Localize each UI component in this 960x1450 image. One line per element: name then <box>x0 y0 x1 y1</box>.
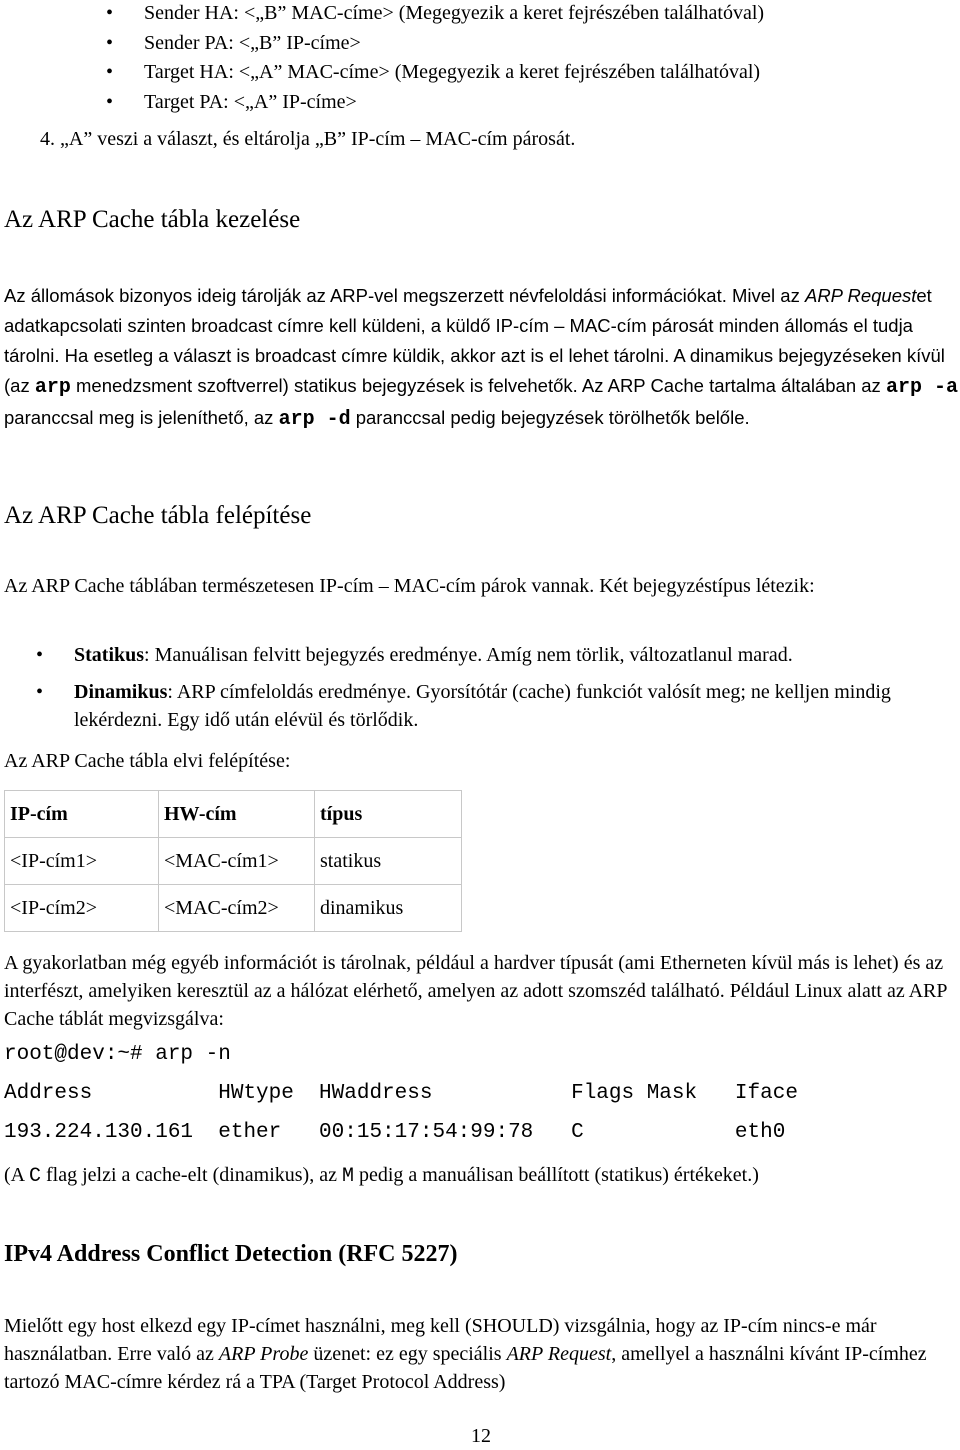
step-4: 4. „A” veszi a választ, és eltárolja „B” IP-cím – MAC-cím párosát. <box>40 128 576 150</box>
paragraph-text: et adatkapcsolati szinten broadcast címre kell küldeni, a küldő IP-cím – MAC-cím párosát minden állomás el tudja tárolni. Ha esetleg a választ is broadcast címre küldik, akkor azt is el lehet tárolni. A dinamikus bejegyzéseken kívül (az <box>4 285 945 396</box>
paragraph-text: Az állomások bizonyos ideig tárolják az ARP-vel megszerzett névfeloldási információkat. Mivel az <box>4 285 800 306</box>
cache-structure-intro: Az ARP Cache táblában természetesen IP-cím – MAC-cím párok vannak. Két bejegyzéstípus létezik: <box>4 575 815 597</box>
table-cell: statikus <box>315 838 462 885</box>
section-heading-conflict-detection: IPv4 Address Conflict Detection (RFC 5227) <box>4 1241 458 1267</box>
arp-command: arp <box>34 376 71 399</box>
list-item: • Target PA: <„A” IP-címe> <box>144 88 764 118</box>
table-cell: <IP-cím1> <box>5 838 159 885</box>
list-item <box>74 678 954 734</box>
entry-type-description: : Manuálisan felvitt bejegyzés eredménye. Amíg nem törlik, változatlanul marad. <box>144 644 793 666</box>
cache-management-paragraph <box>4 251 958 435</box>
table-caption: Az ARP Cache tábla elvi felépítése: <box>4 750 291 772</box>
table-header-cell: IP-cím <box>5 791 159 838</box>
list-item: • Sender PA: <„B” IP-címe> <box>144 29 764 59</box>
table-cell: <MAC-cím2> <box>159 885 315 932</box>
list-item: • Target HA: <„A” MAC-címe> (Megegyezik a keret fejrészében találhatóval) <box>144 58 764 88</box>
table-row <box>5 885 462 932</box>
code-line-command: root@dev:~# arp -n <box>4 1043 231 1066</box>
table-row <box>5 838 462 885</box>
code-line-header: Address HWtype HWaddress Flags Mask Iface <box>4 1082 798 1105</box>
arp-d-command: arp -d <box>278 408 351 431</box>
arp-reply-fields-list <box>144 0 764 117</box>
arp-cache-table <box>4 790 462 932</box>
table-cell: <MAC-cím1> <box>159 838 315 885</box>
code-line-entry: 193.224.130.161 ether 00:15:17:54:99:78 C eth0 <box>4 1121 786 1144</box>
table-header-row <box>5 791 462 838</box>
arp-request-term: ARP Request <box>506 1343 612 1365</box>
arp-probe-term: ARP Probe <box>218 1343 309 1365</box>
flags-note: (A C flag jelzi a cache-elt (dinamikus), az M pedig a manuálisan beállított (statikus) értékeket.) <box>4 1164 759 1188</box>
entry-type-term: Dinamikus <box>74 681 168 703</box>
linux-example-paragraph: A gyakorlatban még egyéb információt is tárolnak, például a hardver típusát (ami Etherneten kívül más is lehet) és az interfészt, amelyiken keresztül az a hálózat elérhető, amelyen az adott szomszéd található. Például Linux alatt az ARP Cache táblát megvizsgálva: <box>4 952 947 1030</box>
section-heading-cache-management: Az ARP Cache tábla kezelése <box>4 206 301 233</box>
page-number: 12 <box>471 1425 491 1447</box>
paragraph-text: paranccsal meg is jeleníthető, az <box>4 407 274 428</box>
list-item: • Sender HA: <„B” MAC-címe> (Megegyezik a keret fejrészében találhatóval) <box>144 0 764 29</box>
paragraph-text: paranccsal pedig bejegyzések törölhetők belőle. <box>355 407 750 428</box>
table-header-cell: típus <box>315 791 462 838</box>
paragraph-text: menedzsment szoftverrel) statikus bejegyzések is felvehetők. Az ARP Cache tartalma általában az <box>76 375 881 396</box>
table-cell: dinamikus <box>315 885 462 932</box>
list-item <box>74 641 954 669</box>
entry-type-description: : ARP címfeloldás eredménye. Gyorsítótár (cache) funkciót valósít meg; ne kelljen mindig lekérdezni. Egy idő után elévül és törlődik. <box>74 681 891 731</box>
table-cell: <IP-cím2> <box>5 885 159 932</box>
flag-c: C <box>29 1165 42 1188</box>
table-header-cell: HW-cím <box>159 791 315 838</box>
section-heading-cache-structure: Az ARP Cache tábla felépítése <box>4 502 312 529</box>
entry-types-list <box>74 641 954 743</box>
arp-request-term: ARP Request <box>804 285 917 306</box>
flag-m: M <box>341 1165 354 1188</box>
arp-a-command: arp -a <box>885 376 958 399</box>
conflict-detection-paragraph: Mielőtt egy host elkezd egy IP-címet használni, meg kell (SHOULD) vizsgálnia, hogy az IP-cím nincs-e már használatban. Erre való az ARP Probe üzenet: ez egy speciális ARP Request, amellyel a használni kívánt IP-címhez tartozó MAC-címre kérdez rá a TPA (Target Protocol Address) <box>4 1315 927 1393</box>
entry-type-term: Statikus <box>74 644 145 666</box>
